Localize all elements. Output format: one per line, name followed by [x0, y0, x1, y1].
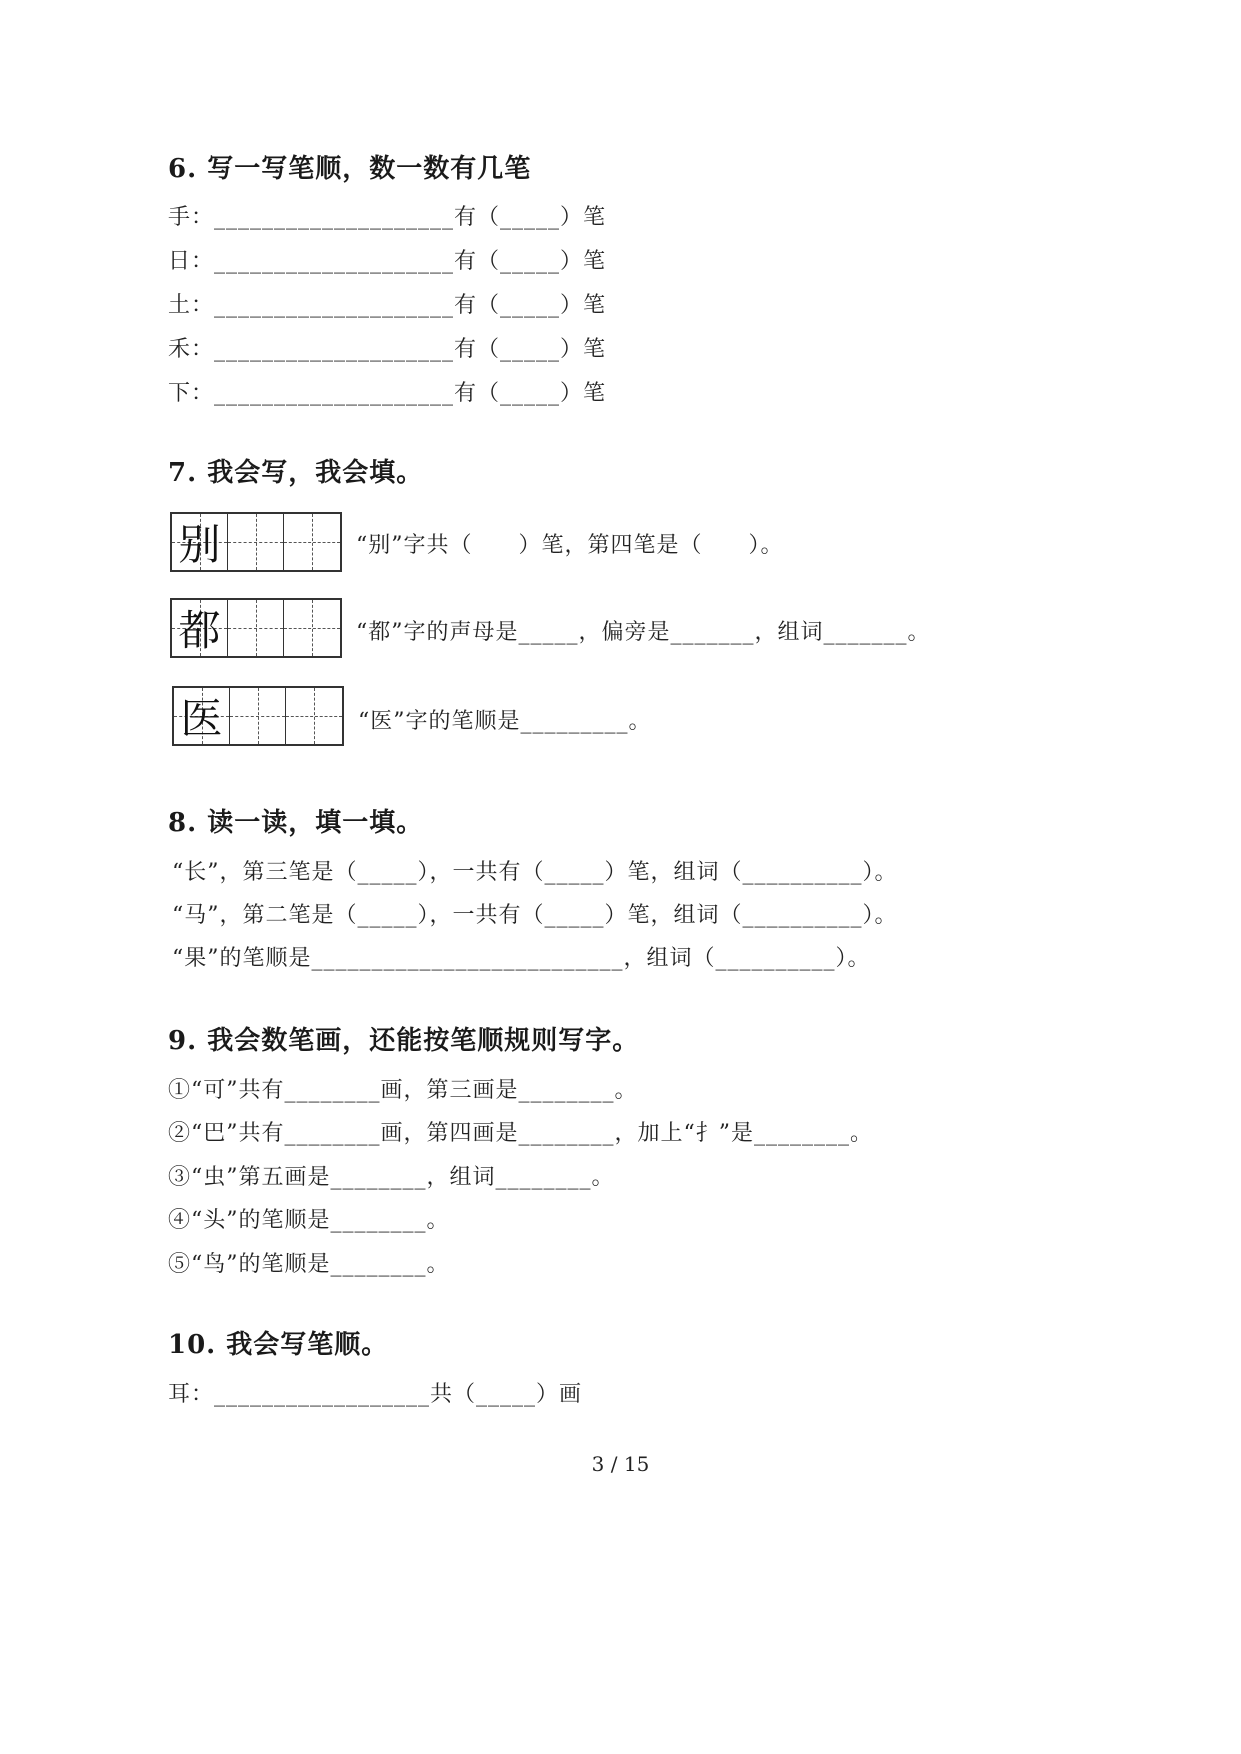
- writing-cell[interactable]: [228, 514, 284, 570]
- section-9-line-2: ②“巴”共有________画，第四画是________，加上“扌”是________。: [168, 1121, 873, 1146]
- section-6-line-4: 禾：____________________有（_____）笔: [168, 337, 607, 362]
- section-7-item-2-text: “都”字的声母是_____，偏旁是_______，组词_______。: [356, 620, 931, 645]
- writing-grid-yi: [172, 686, 344, 746]
- section-6-line-5: 下：____________________有（_____）笔: [168, 381, 607, 406]
- section-7-item-3-text: “医”字的笔顺是_________。: [358, 709, 652, 734]
- writing-cell[interactable]: [228, 600, 284, 656]
- writing-cell: [172, 514, 228, 570]
- section-7-item-1-text: “别”字共（ ）笔，第四笔是（ ）。: [356, 533, 784, 558]
- writing-cell: [172, 600, 228, 656]
- section-8-line-2: “马”，第二笔是（_____），一共有（_____）笔，组词（__________）。: [172, 903, 898, 928]
- section-10-heading: 10. 我会写笔顺。: [168, 1330, 389, 1360]
- page-number: 3 / 15: [591, 1452, 650, 1476]
- section-9-line-5: ⑤“鸟”的笔顺是________。: [168, 1252, 450, 1277]
- writing-cell[interactable]: [230, 688, 286, 744]
- model-character: 医: [180, 694, 223, 743]
- section-9-line-3: ③“虫”第五画是________，组词________。: [168, 1165, 615, 1190]
- section-8-line-3: “果”的笔顺是__________________________，组词（__________）。: [172, 946, 871, 971]
- model-character: 都: [178, 606, 221, 655]
- section-10-line-1: 耳：__________________共（_____）画: [168, 1382, 583, 1407]
- writing-grid-bie: [170, 512, 342, 572]
- writing-cell[interactable]: [284, 600, 340, 656]
- writing-cell[interactable]: [286, 688, 342, 744]
- writing-cell: [174, 688, 230, 744]
- section-6-line-3: 土：____________________有（_____）笔: [168, 293, 607, 318]
- section-9-line-4: ④“头”的笔顺是________。: [168, 1208, 450, 1233]
- section-8-line-1: “长”，第三笔是（_____），一共有（_____）笔，组词（__________）。: [172, 860, 898, 885]
- writing-cell[interactable]: [284, 514, 340, 570]
- section-6-line-1: 手：____________________有（_____）笔: [168, 205, 607, 230]
- section-6-heading: 6. 写一写笔顺，数一数有几笔: [168, 154, 532, 184]
- writing-grid-dou: [170, 598, 342, 658]
- section-8-heading: 8. 读一读，填一填。: [168, 808, 424, 838]
- section-6-line-2: 日：____________________有（_____）笔: [168, 249, 607, 274]
- section-7-heading: 7. 我会写，我会填。: [168, 458, 424, 488]
- model-character: 别: [178, 520, 221, 569]
- section-9-heading: 9. 我会数笔画，还能按笔顺规则写字。: [168, 1026, 640, 1056]
- section-9-line-1: ①“可”共有________画，第三画是________。: [168, 1078, 638, 1103]
